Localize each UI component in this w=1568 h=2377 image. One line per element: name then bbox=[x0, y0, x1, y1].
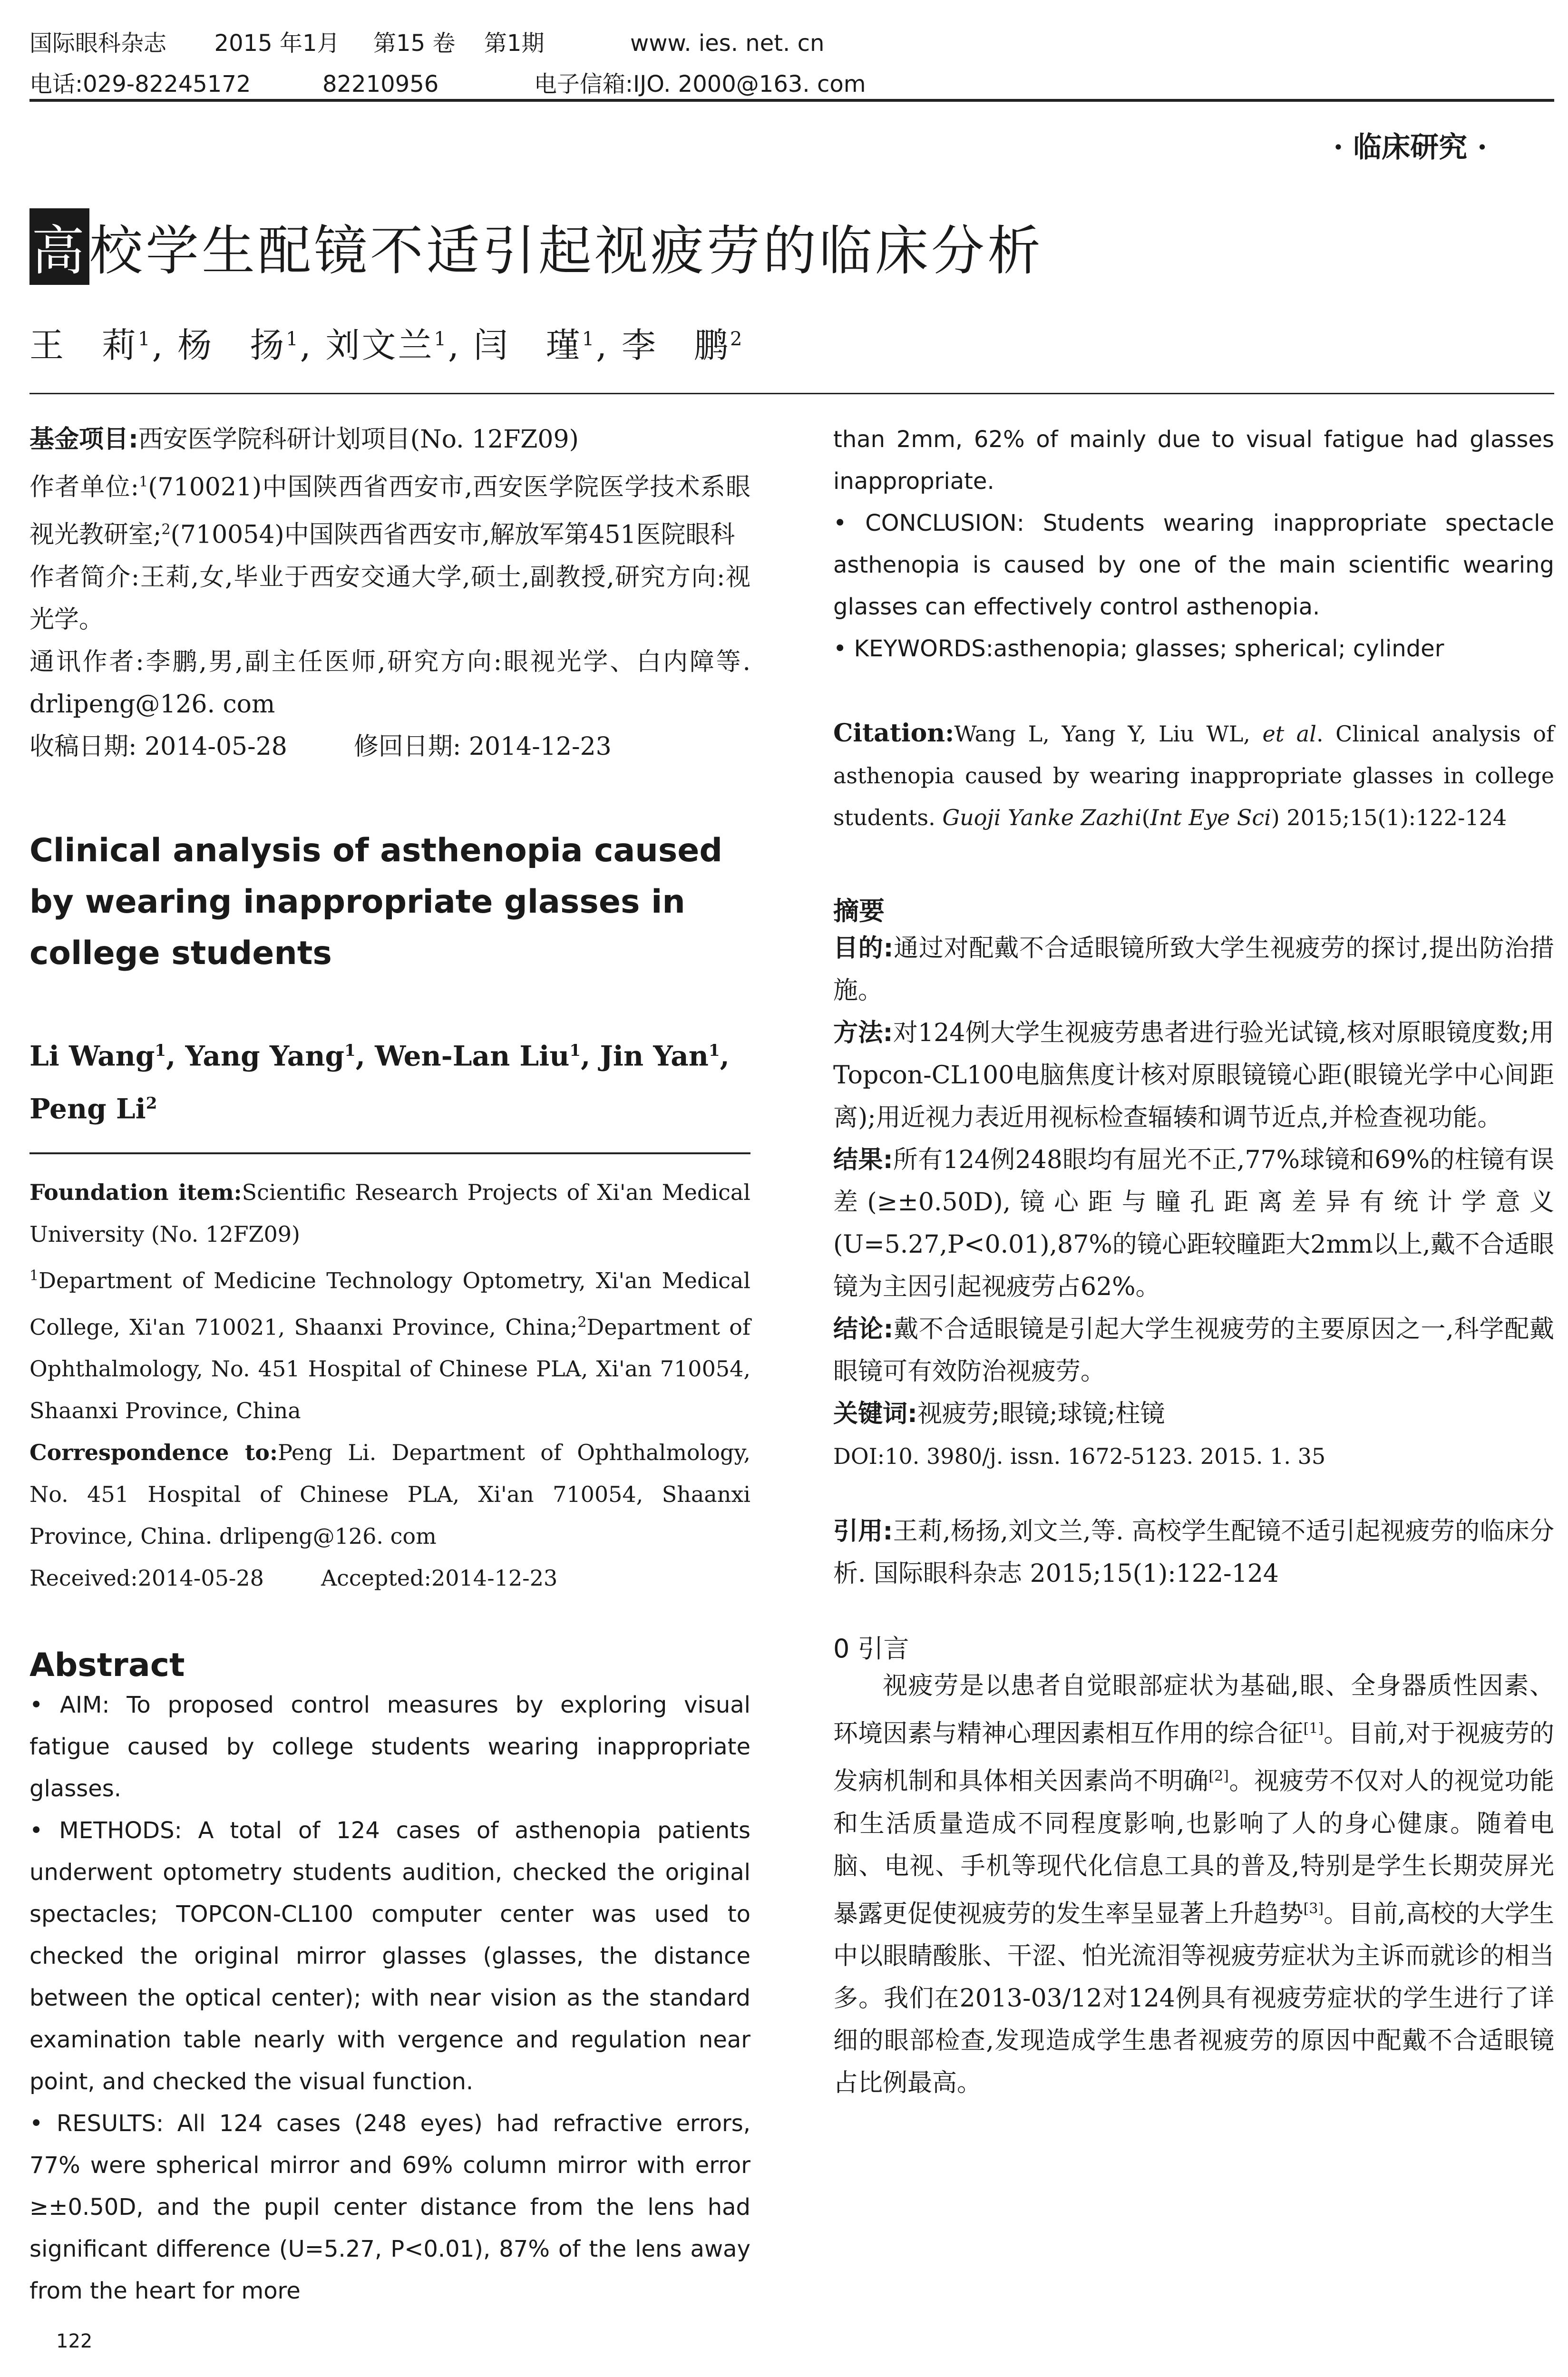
fund-text: 西安医学院科研计划项目(No. 12FZ09) bbox=[138, 425, 579, 454]
zhaiyao-jielun bbox=[833, 1308, 1554, 1393]
aim-text: To proposed control measures by exploring visual fatigue caused by college students wearing inappropriate glasses. bbox=[29, 1691, 750, 1802]
volume: 第15 卷 bbox=[373, 30, 456, 57]
affil-text-2: (710054)中国陕西省西安市,解放军第451医院眼科 bbox=[170, 520, 735, 549]
fangfa-label: 方法: bbox=[833, 1019, 893, 1047]
journal-contact bbox=[29, 66, 866, 98]
author-sup: 1 bbox=[138, 328, 152, 350]
title-rule bbox=[29, 393, 1554, 394]
corr-text: 李鹏,男,副主任医师,研究方向:眼视光学、白内障等. drlipeng@126. com bbox=[29, 647, 750, 719]
authors-cn: 王 莉$^1$, 杨 扬$^1$, 刘文兰$^1$, 闫 瑾$^1$, 李 鹏$^2$ bbox=[29, 325, 744, 365]
ref-1: [1] bbox=[1303, 1720, 1324, 1737]
intro-paragraph bbox=[833, 1665, 1554, 2104]
citation-volume: ) 2015;15(1):122-124 bbox=[1271, 805, 1507, 830]
intro-text-2: 。目前,对于视疲劳的发病机制和具体相关因素尚不明确 bbox=[833, 1719, 1554, 1796]
abstract-heading: Abstract bbox=[29, 1646, 185, 1684]
article-title bbox=[29, 208, 1043, 285]
author-bio bbox=[29, 556, 750, 641]
affil-text-1: (710021)中国陕西省西安市,西安医学院医学技术系眼视光教研室; bbox=[29, 473, 750, 549]
affiliation bbox=[29, 461, 750, 556]
correspondence-en bbox=[29, 1432, 750, 1557]
citation-ies: Int Eye Sci bbox=[1150, 805, 1271, 830]
corr-en-text: Peng Li. Department of Ophthalmology, No. 451 Hospital of Chinese PLA, Xi'an 710054, Shaanxi Province, China. drlipeng@126. com bbox=[29, 1439, 751, 1549]
author-en: Yang Yang bbox=[185, 1039, 345, 1072]
yinyong-text: 王莉,杨扬,刘文兰,等. 高校学生配镜不适引起视疲劳的临床分析. 国际眼科杂志 2015;15(1):122-124 bbox=[833, 1517, 1555, 1588]
dates-en bbox=[29, 1557, 750, 1599]
gjc-label: 关键词: bbox=[833, 1400, 917, 1428]
citation-cn bbox=[833, 1510, 1554, 1595]
jielun-label: 结论: bbox=[833, 1315, 894, 1344]
aim-label: AIM: bbox=[60, 1691, 110, 1718]
fund-info bbox=[29, 419, 750, 461]
citation-en: Citation:Wang L, Yang Y, Liu WL, et al. Clinical analysis of asthenopia caused by wearing inappropriate glasses in college students. Guoji Yanke Zazhi(Int Eye Sci) 2015;15(1):122-124 bbox=[833, 719, 1555, 830]
gjc-text: 视疲劳;眼镜;球镜;柱镜 bbox=[917, 1400, 1165, 1428]
dept-1: Department of Medicine Technology Optometry, Xi'an Medical College, Xi'an 710021, Shaanxi Province, China; bbox=[29, 1267, 750, 1340]
corresponding-author bbox=[29, 641, 750, 726]
results-label: RESULTS: bbox=[56, 2110, 164, 2137]
author-en-sup: 1 bbox=[155, 1041, 166, 1060]
accepted-en: Accepted:2014-12-23 bbox=[321, 1565, 558, 1591]
left-column bbox=[29, 419, 750, 2312]
author-en-sup: 1 bbox=[569, 1041, 581, 1060]
revised-date: 修回日期: 2014-12-23 bbox=[353, 732, 612, 761]
page-number: 122 bbox=[56, 2330, 93, 2352]
corr-label: 通讯作者: bbox=[29, 647, 144, 676]
author-en: Wen-Lan Liu bbox=[375, 1039, 570, 1072]
english-title: Clinical analysis of asthenopia caused by wearing inappropriate glasses in college students bbox=[29, 831, 723, 972]
affil-label: 作者单位: bbox=[29, 473, 139, 502]
author-cn: 杨 扬 bbox=[177, 325, 286, 365]
citation-label: Citation: bbox=[833, 719, 954, 748]
abstract-conclusion: • CONCLUSION: Students wearing inappropriate spectacle asthenopia is caused by one of the main scientific wearing glasses can effectively control asthenopia. bbox=[833, 510, 1554, 620]
doi: DOI:10. 3980/j. issn. 1672-5123. 2015. 1. 35 bbox=[833, 1443, 1326, 1469]
conclusion-text: Students wearing inappropriate spectacle asthenopia is caused by one of the main scientific wearing glasses can effectively control asthenopia. bbox=[833, 510, 1554, 620]
title-rest: 校学生配镜不适引起视疲劳的临床分析 bbox=[89, 220, 1043, 282]
intro-text-4: 。目前,高校的大学生中以眼睛酸胀、干涩、怕光流泪等视疲劳症状为主诉而就诊的相当多。我们在2013-03/12对124例具有视疲劳症状的学生进行了详细的眼部检查,发现造成学生患者视疲劳的原因中配戴不合适眼镜占比例最高。 bbox=[833, 1899, 1554, 2097]
corr-en-label: Correspondence to: bbox=[29, 1439, 278, 1465]
author-sup: 2 bbox=[730, 328, 744, 350]
departments: $^1$Department of Medicine Technology Optometry, Xi'an Medical College, Xi'an 710021, Shaanxi Province, China;$^2$Department of Ophthalmology, No. 451 Hospital of Chinese PLA, Xi'an 710054, Shaanxi Province, China bbox=[29, 1267, 750, 1423]
author-sup: 1 bbox=[286, 328, 300, 350]
author-cn: 李 鹏 bbox=[622, 325, 730, 365]
authors-rule bbox=[29, 1132, 750, 1154]
author-en-sup: 2 bbox=[146, 1093, 157, 1113]
methods-label: METHODS: bbox=[59, 1817, 182, 1844]
header-rule bbox=[29, 99, 1554, 102]
right-column bbox=[833, 419, 1554, 2104]
jieguo-text: 所有124例248眼均有屈光不正,77%球镜和69%的柱镜有误差(≥±0.50D),镜心距与瞳孔距离差异有统计学意义(U=5.27,P<0.01),87%的镜心距较瞳距大2mm以上,戴不合适眼镜为主因引起视疲劳占62%。 bbox=[833, 1146, 1554, 1301]
citation-authors: Wang L, Yang Y, Liu WL, bbox=[954, 721, 1250, 747]
journal-name: 国际眼科杂志 bbox=[29, 30, 167, 57]
author-cn: 刘文兰 bbox=[325, 325, 434, 365]
intro-text-3: 。视疲劳不仅对人的视觉功能和生活质量造成不同程度影响,也影响了人的身心健康。随着电脑、电视、手机等现代化信息工具的普及,特别是学生长期荧屏光暴露更促使视疲劳的发生率呈显著上升趋势 bbox=[833, 1767, 1554, 1928]
bio-text: 王莉,女,毕业于西安交通大学,硕士,副教授,研究方向:视光学。 bbox=[29, 563, 750, 634]
fund-label: 基金项目: bbox=[29, 425, 138, 454]
foundation-text: Scientific Research Projects of Xi'an Medical University (No. 12FZ09) bbox=[29, 1179, 750, 1247]
dept-2: Department of Ophthalmology, No. 451 Hospital of Chinese PLA, Xi'an 710054, Shaanxi Province, China bbox=[29, 1314, 750, 1423]
keywords-text: asthenopia; glasses; spherical; cylinder bbox=[993, 635, 1444, 662]
website: www. ies. net. cn bbox=[630, 30, 825, 57]
affil-sup-2: 2 bbox=[161, 521, 171, 538]
bio-label: 作者简介: bbox=[29, 563, 140, 592]
zhaiyao-fangfa bbox=[833, 1012, 1554, 1139]
jielun-text: 戴不合适眼镜是引起大学生视疲劳的主要原因之一,科学配戴眼镜可有效防治视疲劳。 bbox=[833, 1315, 1554, 1386]
author-en-sup: 1 bbox=[344, 1041, 356, 1060]
received-en: Received:2014-05-28 bbox=[29, 1565, 264, 1591]
citation-journal: Guoji Yanke Zazhi bbox=[942, 805, 1142, 830]
zhaiyao-jieguo bbox=[833, 1139, 1554, 1308]
issue: 第1期 bbox=[484, 30, 545, 57]
received-date: 收稿日期: 2014-05-28 bbox=[29, 732, 287, 761]
author-sup: 1 bbox=[582, 328, 596, 350]
title-first-char: 高 bbox=[29, 208, 89, 285]
abstract-aim: • AIM: To proposed control measures by exploring visual fatigue caused by college students wearing inappropriate glasses. bbox=[29, 1691, 750, 1802]
english-authors: Li Wang$^1$, Yang Yang$^1$, Wen-Lan Liu$^1$, Jin Yan$^1$, Peng Li$^2$ bbox=[29, 1039, 730, 1125]
zhaiyao-keywords bbox=[833, 1393, 1554, 1435]
phone: 电话:029-82245172 bbox=[29, 71, 251, 97]
abstract-results: • RESULTS: All 124 cases (248 eyes) had refractive errors, 77% were spherical mirror and 69% column mirror with error ≥±0.50D, and the pupil center distance from the lens had significant difference (U=5.27, P<0.01), 87% of the lens away from the heart for more bbox=[29, 2110, 750, 2304]
foundation-item bbox=[29, 1171, 750, 1255]
section-label: · 临床研究 · bbox=[1333, 131, 1487, 164]
keywords-label: KEYWORDS: bbox=[854, 635, 993, 662]
mudi-text: 通过对配戴不合适眼镜所致大学生视疲劳的探讨,提出防治措施。 bbox=[833, 934, 1554, 1005]
zhaiyao-mudi bbox=[833, 927, 1554, 1012]
results-continued: than 2mm, 62% of mainly due to visual fatigue had glasses inappropriate. bbox=[833, 426, 1554, 495]
methods-text: A total of 124 cases of asthenopia patients underwent optometry students audition, checked the original spectacles; TOPCON-CL100 computer center was used to checked the original mirror glasses (glasses, the distance between the optical center); with near vision as the standard examination table nearly with vergence and regulation near point, and checked the visual function. bbox=[29, 1817, 750, 2095]
abstract-keywords: • KEYWORDS:asthenopia; glasses; spherical; cylinder bbox=[833, 635, 1444, 662]
intro-text-1: 视疲劳是以患者自觉眼部症状为基础,眼、全身器质性因素、环境因素与精神心理因素相互作用的综合征 bbox=[833, 1672, 1554, 1748]
issue-date: 2015 年1月 bbox=[214, 30, 340, 57]
intro-heading: 0 引言 bbox=[833, 1634, 909, 1664]
email: 电子信箱:IJO. 2000@163. com bbox=[534, 71, 866, 97]
abstract-methods: • METHODS: A total of 124 cases of asthenopia patients underwent optometry students audition, checked the original spectacles; TOPCON-CL100 computer center was used to checked the original mirror glasses (glasses, the distance between the optical center); with near vision as the standard examination table nearly with vergence and regulation near point, and checked the visual function. bbox=[29, 1817, 750, 2095]
citation-etal: et al bbox=[1262, 721, 1316, 747]
mudi-label: 目的: bbox=[833, 934, 894, 963]
author-en: Peng Li bbox=[29, 1092, 146, 1125]
results-text: All 124 cases (248 eyes) had refractive errors, 77% were spherical mirror and 69% column mirror with error ≥±0.50D, and the pupil center distance from the lens had significant difference (U=5.27, P<0.01), 87% of the lens away from the heart for more bbox=[29, 2110, 750, 2304]
foundation-label: Foundation item: bbox=[29, 1179, 242, 1206]
jieguo-label: 结果: bbox=[833, 1146, 893, 1174]
zhaiyao-heading: 摘要 bbox=[833, 896, 885, 926]
author-en-sup: 1 bbox=[708, 1041, 720, 1060]
conclusion-label: CONCLUSION: bbox=[865, 510, 1024, 536]
citation-title: . Clinical analysis of asthenopia caused by wearing inappropriate glasses in college students. bbox=[833, 721, 1555, 830]
fangfa-text: 对124例大学生视疲劳患者进行验光试镜,核对原眼镜度数;用Topcon-CL100电脑焦度计核对原眼镜镜心距(眼镜光学中心间距离);用近视力表近用视标检查辐辏和调节近点,并检查视功能。 bbox=[833, 1019, 1554, 1132]
yinyong-label: 引用: bbox=[833, 1517, 893, 1546]
author-cn: 闫 瑾 bbox=[473, 325, 582, 365]
ref-2: [2] bbox=[1208, 1768, 1229, 1785]
affil-sup-1: 1 bbox=[139, 474, 148, 490]
ref-3: [3] bbox=[1303, 1900, 1324, 1917]
author-cn: 王 莉 bbox=[29, 325, 138, 365]
author-en: Li Wang bbox=[29, 1039, 155, 1072]
phone-2: 82210956 bbox=[322, 71, 439, 97]
journal-header bbox=[29, 25, 824, 58]
dates-cn bbox=[29, 726, 750, 768]
author-sup: 1 bbox=[434, 328, 448, 350]
author-en: Jin Yan bbox=[600, 1039, 709, 1072]
